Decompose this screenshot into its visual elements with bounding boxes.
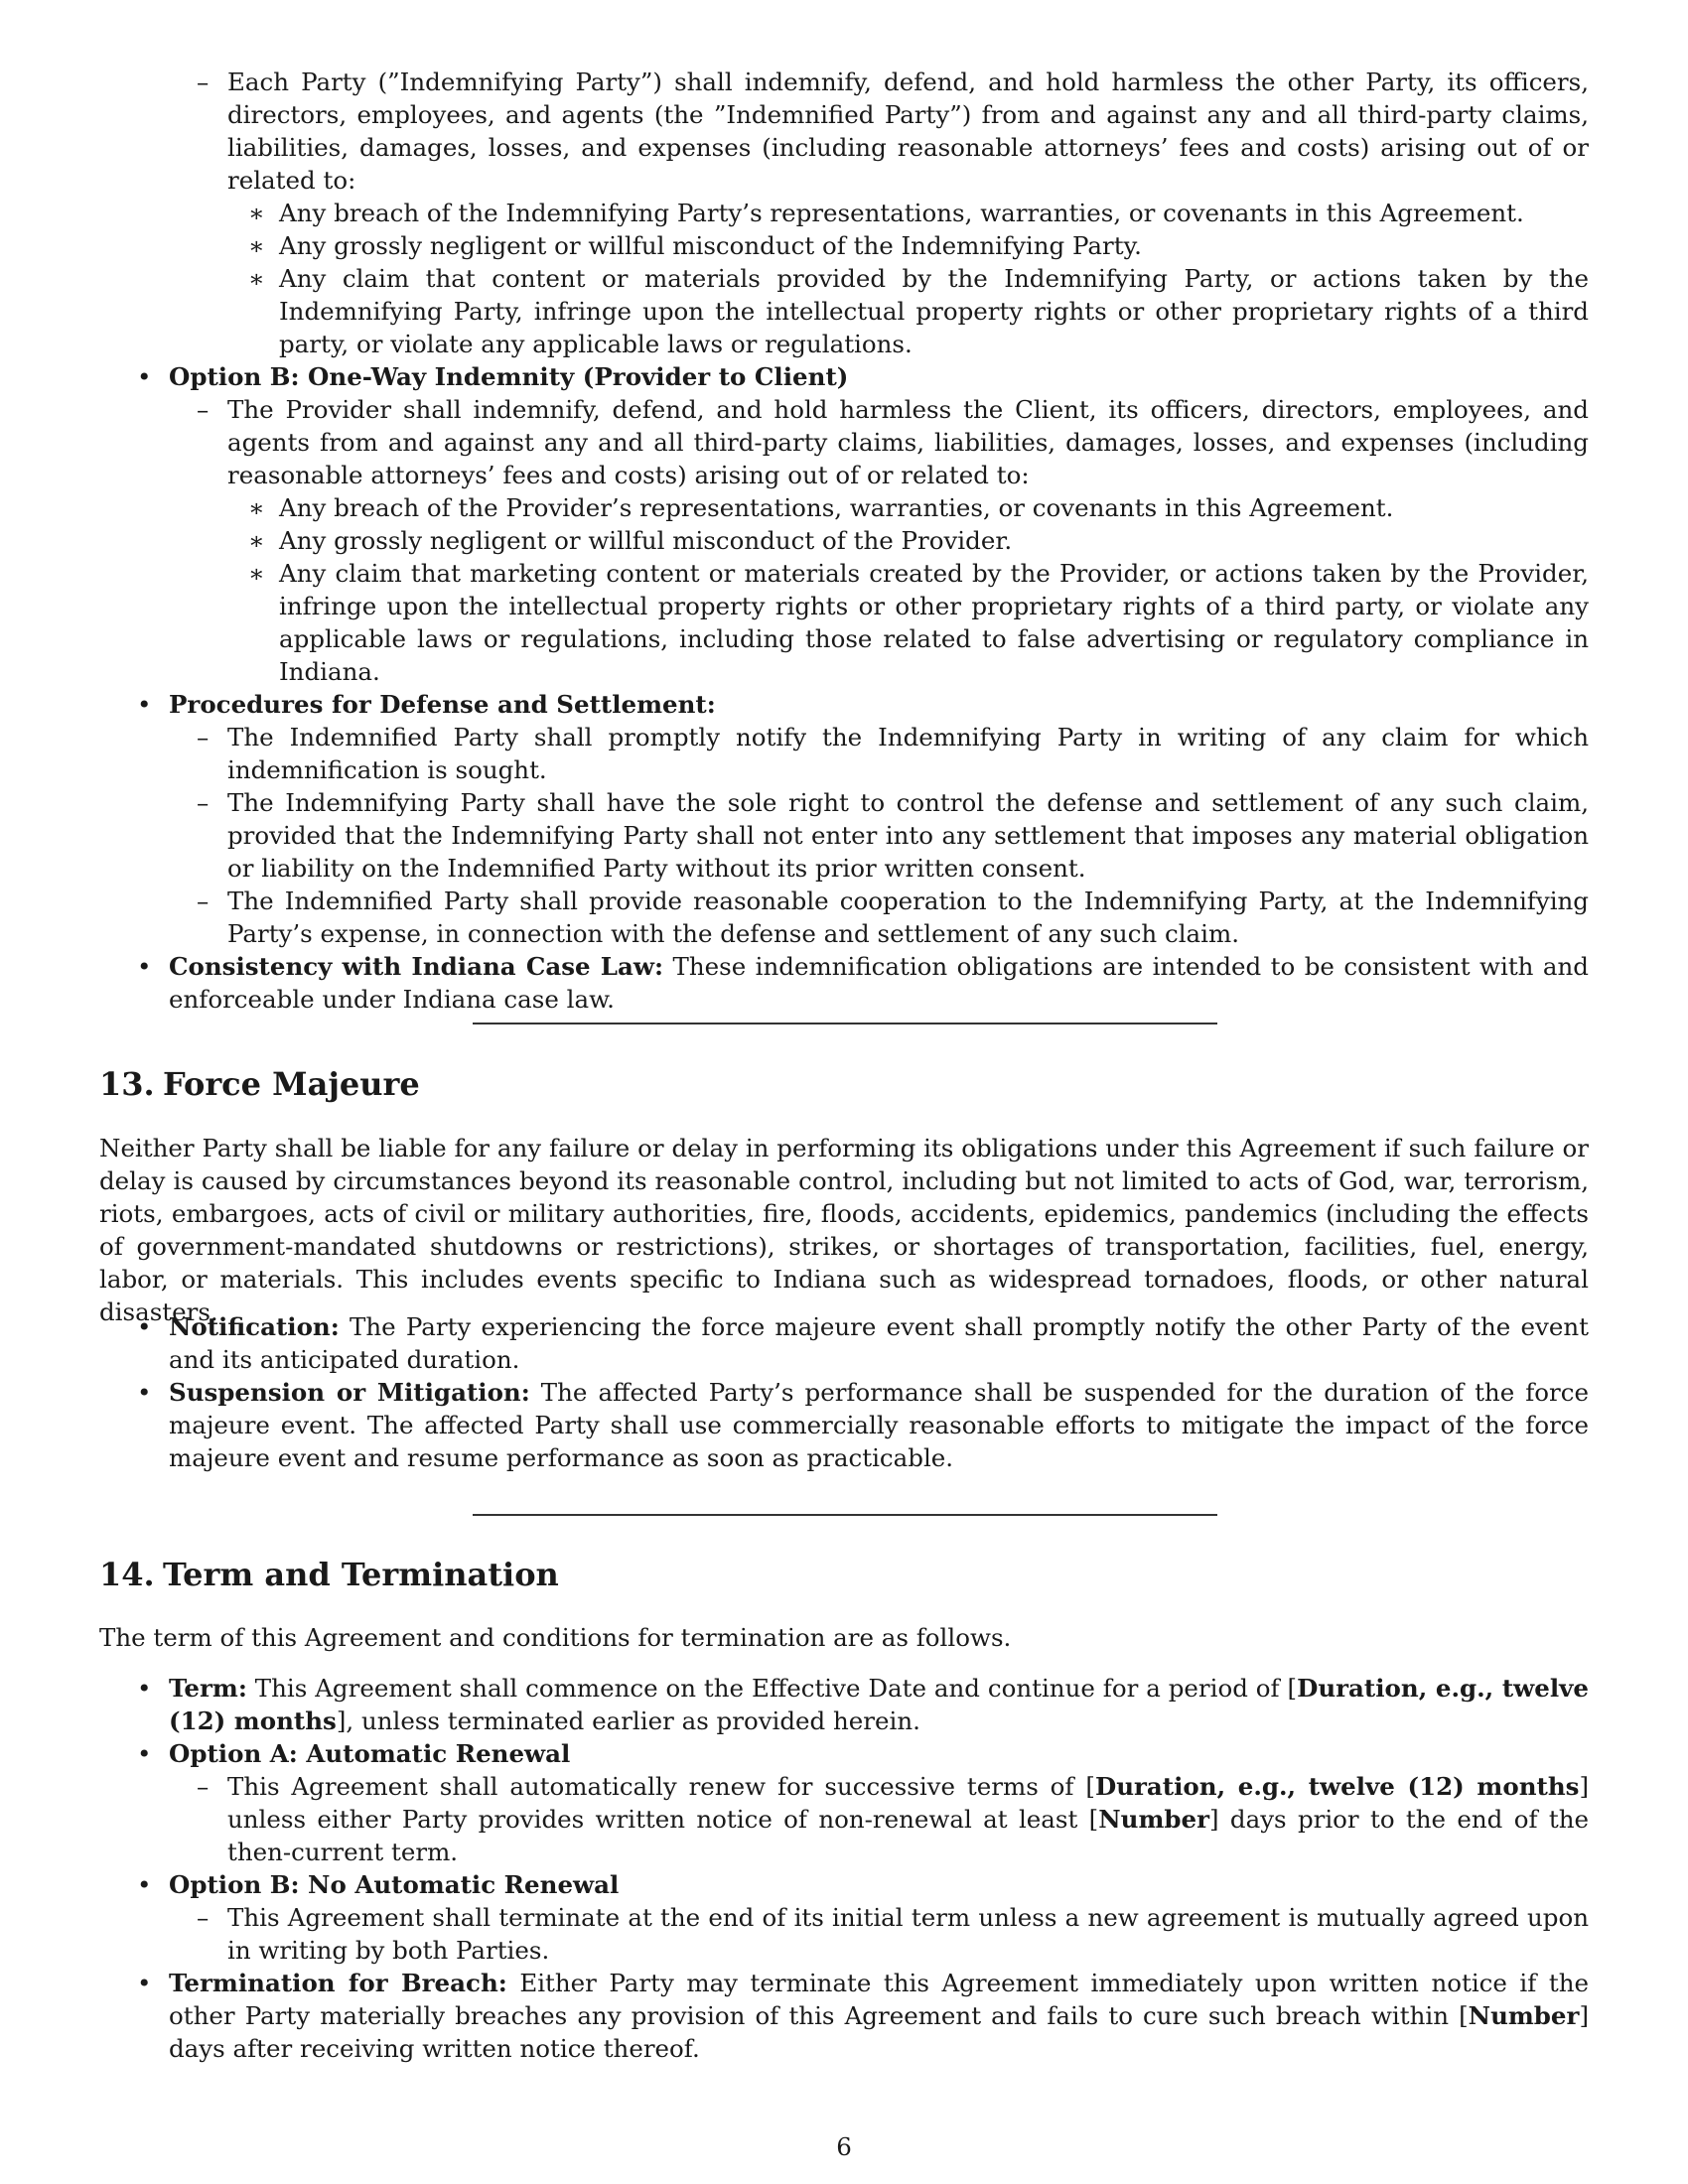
breach-text-a: Either Party may terminate this Agreement immediately upon written notice if the other Party materially breaches any provision of this Agreement and fails to cure such breach within [ bbox=[169, 1969, 1589, 2030]
breach-label: Termination for Breach: bbox=[169, 1969, 507, 1997]
procedure-item: – The Indemnifying Party shall have the sole right to control the defense and settlement of any such claim, provided that the Indemnifying Party shall not enter into any settlement that imposes any material obligation or liability on the Indemnified Party without its prior written consent. bbox=[99, 786, 1589, 885]
option-b-subitem: ∗ Any claim that marketing content or materials created by the Provider, or actions taken by the Provider, infringe upon the intellectual property rights or other proprietary rights of a third party, or violate any applicable laws or regulations, including those related to false advertising or regulatory compliance in Indiana. bbox=[99, 557, 1589, 688]
section-divider bbox=[473, 1514, 1217, 1516]
section-14-number: 14. bbox=[99, 1556, 155, 1593]
option-b-subitem: ∗ Any grossly negligent or willful misconduct of the Provider. bbox=[99, 524, 1589, 557]
notification-label: Notification: bbox=[169, 1312, 340, 1341]
section-13-list bbox=[99, 1310, 1589, 1474]
term-text-b: ], unless terminated earlier as provided herein. bbox=[336, 1706, 920, 1735]
mutual-subitem: ∗ Any breach of the Indemnifying Party’s representations, warranties, or covenants in this Agreement. bbox=[99, 197, 1589, 229]
term-placeholder: Duration, e.g., twelve (12) months bbox=[169, 1674, 1589, 1735]
suspension-item bbox=[99, 1376, 1589, 1474]
option-a-title: Option A: Automatic Renewal bbox=[169, 1739, 571, 1768]
term-item bbox=[99, 1672, 1589, 1737]
option-b-subitem: ∗ Any breach of the Provider’s representations, warranties, or covenants in this Agreement. bbox=[99, 491, 1589, 524]
consistency-text: These indemnification obligations are intended to be consistent with and enforceable under Indiana case law. bbox=[169, 952, 1589, 1014]
option-b-item: – The Provider shall indemnify, defend, and hold harmless the Client, its officers, directors, employees, and agents from and against any and all third-party claims, liabilities, damages, losses, and expenses (including reasonable attorneys’ fees and costs) arising out of or related to: bbox=[99, 393, 1589, 491]
section-13-number: 13. bbox=[99, 1065, 155, 1103]
section-14-intro: The term of this Agreement and conditions for termination are as follows. bbox=[99, 1623, 1012, 1652]
mutual-indemnity-list bbox=[99, 66, 1589, 1016]
option-a-text-a: This Agreement shall automatically renew for successive terms of [ bbox=[227, 1772, 1095, 1801]
option-a-placeholder-duration: Duration, e.g., twelve (12) months bbox=[1094, 1772, 1580, 1801]
option-a-text-b: ] unless either Party provides written notice of non-renewal at least [ bbox=[227, 1772, 1589, 1834]
consistency-label: Consistency with Indiana Case Law: bbox=[169, 952, 664, 981]
option-b-renewal-heading bbox=[99, 1868, 1589, 1901]
section-13-heading bbox=[99, 1064, 420, 1104]
document-page bbox=[99, 0, 1589, 2184]
notification-item bbox=[99, 1310, 1589, 1376]
mutual-indemnity-item: – Each Party (”Indemnifying Party”) shall indemnify, defend, and hold harmless the other Party, its officers, directors, employees, and agents (the ”Indemnified Party”) from and against any and all third-party claims, liabilities, damages, losses, and expenses (including reasonable attorneys’ fees and costs) arising out of or related to: bbox=[99, 66, 1589, 197]
option-b-title: Option B: One-Way Indemnity (Provider to Client) bbox=[169, 362, 849, 391]
notification-text: The Party experiencing the force majeure event shall promptly notify the other Party of the event and its anticipated duration. bbox=[169, 1312, 1589, 1374]
option-b-heading bbox=[99, 360, 1589, 393]
section-13-title: Force Majeure bbox=[163, 1065, 420, 1103]
procedure-item: – The Indemnified Party shall provide reasonable cooperation to the Indemnifying Party, at the Indemnifying Party’s expense, in connection with the defense and settlement of any such claim. bbox=[99, 885, 1589, 950]
term-label: Term: bbox=[169, 1674, 247, 1703]
option-a-item bbox=[99, 1770, 1589, 1868]
procedures-title: Procedures for Defense and Settlement: bbox=[169, 690, 716, 719]
section-14-title: Term and Termination bbox=[163, 1556, 559, 1593]
section-14-heading bbox=[99, 1555, 559, 1594]
option-b-renewal-item: – This Agreement shall terminate at the end of its initial term unless a new agreement is mutually agreed upon in writing by both Parties. bbox=[99, 1901, 1589, 1967]
breach-item bbox=[99, 1967, 1589, 2065]
mutual-subitem: ∗ Any grossly negligent or willful misconduct of the Indemnifying Party. bbox=[99, 229, 1589, 262]
section-14-list bbox=[99, 1672, 1589, 2065]
term-text-a: This Agreement shall commence on the Effective Date and continue for a period of [ bbox=[246, 1674, 1298, 1703]
page-number: 6 bbox=[836, 2132, 852, 2161]
mutual-subitem: ∗ Any claim that content or materials provided by the Indemnifying Party, or actions taken by the Indemnifying Party, infringe upon the intellectual property rights or other proprietary rights of a third party, or violate any applicable laws or regulations. bbox=[99, 262, 1589, 360]
option-a-heading bbox=[99, 1737, 1589, 1770]
option-b-renewal-title: Option B: No Automatic Renewal bbox=[169, 1870, 620, 1899]
suspension-label: Suspension or Mitigation: bbox=[169, 1378, 530, 1407]
breach-text-b: ] days after receiving written notice thereof. bbox=[169, 2001, 1589, 2063]
option-a-text-c: ] days prior to the end of the then-current term. bbox=[227, 1805, 1589, 1866]
option-a-placeholder-number: Number bbox=[1098, 1805, 1209, 1834]
section-divider bbox=[473, 1023, 1217, 1024]
consistency-item bbox=[99, 950, 1589, 1016]
procedures-heading bbox=[99, 688, 1589, 721]
procedure-item: – The Indemnified Party shall promptly notify the Indemnifying Party in writing of any claim for which indemnification is sought. bbox=[99, 721, 1589, 786]
indemnity-continuation bbox=[99, 66, 1589, 1016]
suspension-text: The affected Party’s performance shall be suspended for the duration of the force majeure event. The affected Party shall use commercially reasonable efforts to mitigate the impact of the force majeure event and resume performance as soon as practicable. bbox=[169, 1378, 1589, 1472]
section-13-intro: Neither Party shall be liable for any failure or delay in performing its obligations under this Agreement if such failure or delay is caused by circumstances beyond its reasonable control, including but not limited to acts of God, war, terrorism, riots, embargoes, acts of civil or military authorities, fire, floods, accidents, epidemics, pandemics (including the effects of government-mandated shutdowns or restrictions), strikes, or shortages of transportation, facilities, fuel, energy, labor, or materials. This includes events specific to Indiana such as widespread tornadoes, floods, or other natural disasters. bbox=[99, 1134, 1589, 1326]
breach-placeholder: Number bbox=[1468, 2001, 1580, 2030]
